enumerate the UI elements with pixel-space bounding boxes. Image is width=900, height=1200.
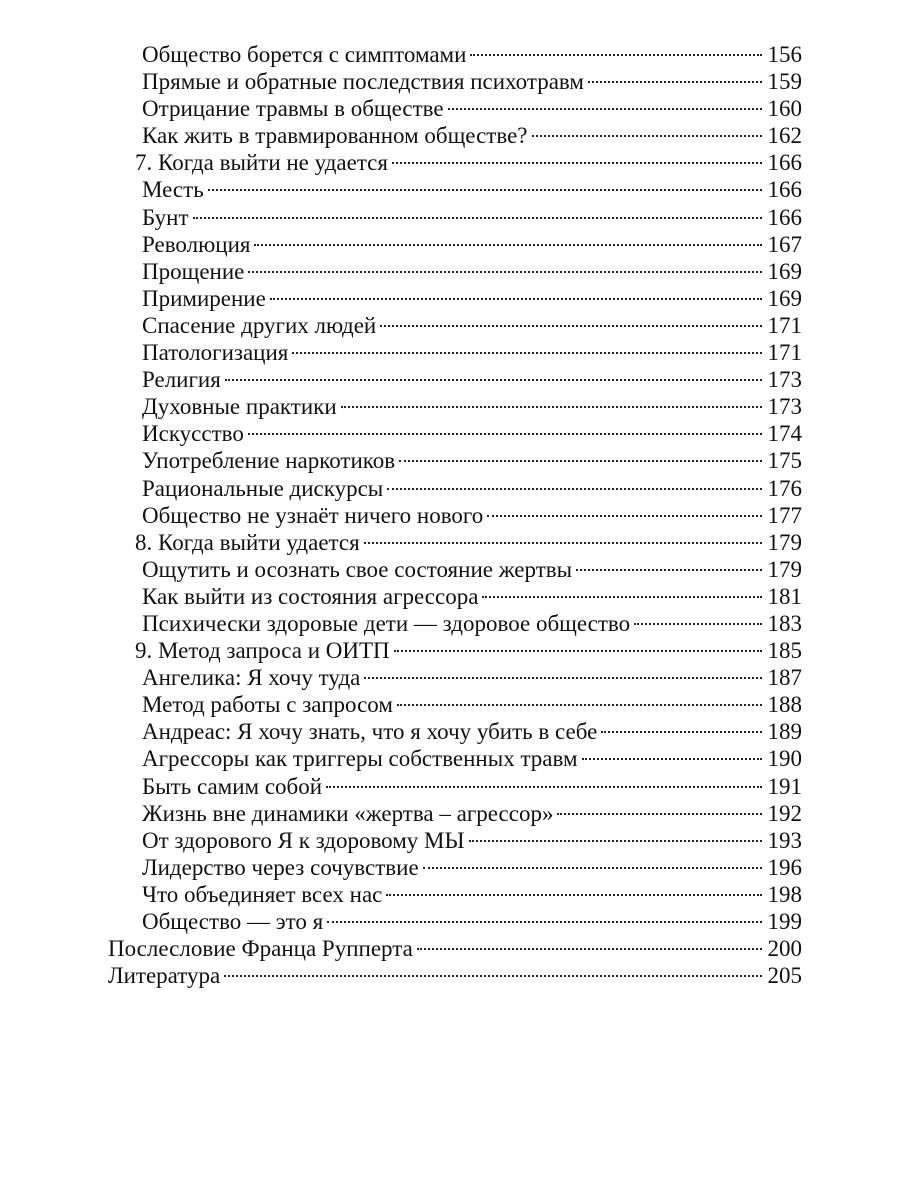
toc-entry-page-number: 169 bbox=[767, 258, 802, 284]
toc-entry-title: Быть самим собой bbox=[142, 773, 323, 799]
toc-entry-page-number: 181 bbox=[767, 583, 802, 609]
toc-entry bbox=[108, 447, 802, 474]
toc-entry bbox=[108, 583, 802, 610]
dot-leader bbox=[292, 352, 762, 354]
toc-entry bbox=[108, 149, 802, 176]
dot-leader bbox=[364, 542, 762, 544]
toc-entry bbox=[108, 312, 802, 339]
toc-entry bbox=[108, 827, 802, 854]
toc-entry-page-number: 174 bbox=[767, 421, 802, 447]
toc-entry bbox=[108, 664, 802, 691]
toc-entry-page-number: 169 bbox=[767, 285, 802, 311]
dot-leader bbox=[482, 596, 762, 598]
toc-entry-title: Литература bbox=[108, 963, 221, 989]
toc-entry bbox=[108, 502, 802, 529]
toc-entry-page-number: 173 bbox=[767, 394, 802, 420]
toc-entry-page-number: 171 bbox=[767, 340, 802, 366]
dot-leader bbox=[601, 731, 762, 733]
toc-entry-page-number: 177 bbox=[767, 502, 802, 528]
toc-entry-title: Бунт bbox=[142, 204, 189, 230]
dot-leader bbox=[387, 488, 762, 490]
dot-leader bbox=[386, 894, 762, 896]
dot-leader bbox=[423, 867, 762, 869]
toc-entry-page-number: 179 bbox=[767, 529, 802, 555]
dot-leader bbox=[532, 135, 763, 137]
toc-entry bbox=[108, 285, 802, 312]
toc-entry-page-number: 191 bbox=[767, 773, 802, 799]
dot-leader bbox=[380, 325, 762, 327]
toc-entry-title: Общество не узнаёт ничего нового bbox=[142, 502, 484, 528]
toc-entry bbox=[108, 41, 802, 68]
toc-entry-page-number: 156 bbox=[767, 42, 802, 67]
toc-entry-page-number: 205 bbox=[767, 963, 802, 989]
toc-entry-title: Жизнь вне динамики «жертва – агрессор» bbox=[142, 800, 554, 826]
dot-leader bbox=[397, 704, 762, 706]
toc-entry-page-number: 175 bbox=[767, 448, 802, 474]
dot-leader bbox=[582, 758, 762, 760]
toc-entry-page-number: 183 bbox=[767, 610, 802, 636]
dot-leader bbox=[394, 650, 762, 652]
toc-entry-page-number: 166 bbox=[767, 150, 802, 176]
toc-entry-title: Общество — это я bbox=[142, 909, 324, 934]
toc-entry-page-number: 196 bbox=[767, 854, 802, 880]
toc-entry bbox=[108, 556, 802, 583]
toc-entry bbox=[108, 773, 802, 800]
dot-leader bbox=[208, 189, 762, 191]
toc-entry-page-number: 173 bbox=[767, 367, 802, 393]
dot-leader bbox=[341, 406, 762, 408]
dot-leader bbox=[248, 271, 762, 273]
toc-entry bbox=[108, 881, 802, 908]
table-of-contents bbox=[108, 41, 802, 989]
toc-entry-title: Духовные практики bbox=[142, 394, 337, 420]
toc-entry bbox=[108, 258, 802, 285]
toc-entry-title: 8. Когда выйти удается bbox=[135, 529, 360, 555]
toc-entry-page-number: 187 bbox=[767, 665, 802, 691]
toc-entry bbox=[108, 122, 802, 149]
toc-entry-title: Общество борется с симптомами bbox=[142, 42, 467, 67]
toc-entry bbox=[108, 718, 802, 745]
toc-entry-page-number: 188 bbox=[767, 692, 802, 718]
toc-entry-page-number: 160 bbox=[767, 96, 802, 122]
dot-leader bbox=[487, 515, 762, 517]
toc-entry bbox=[108, 962, 802, 989]
dot-leader bbox=[588, 81, 762, 83]
toc-entry-title: Метод работы с запросом bbox=[142, 692, 393, 718]
dot-leader bbox=[364, 677, 762, 679]
dot-leader bbox=[392, 162, 762, 164]
toc-entry bbox=[108, 908, 802, 935]
toc-entry-page-number: 198 bbox=[767, 881, 802, 907]
toc-entry-title: 9. Метод запроса и ОИТП bbox=[135, 638, 390, 664]
toc-entry bbox=[108, 475, 802, 502]
toc-entry-title: Употребление наркотиков bbox=[142, 448, 396, 474]
toc-entry-title: Патологизация bbox=[142, 340, 289, 366]
toc-entry-page-number: 185 bbox=[767, 638, 802, 664]
toc-entry-title: Ощутить и осознать свое состояние жертвы bbox=[142, 556, 573, 582]
dot-leader bbox=[224, 975, 762, 977]
dot-leader bbox=[248, 433, 762, 435]
toc-entry-page-number: 171 bbox=[767, 312, 802, 338]
toc-entry-page-number: 190 bbox=[767, 746, 802, 772]
toc-entry bbox=[108, 231, 802, 258]
toc-entry-page-number: 200 bbox=[767, 936, 802, 962]
toc-entry-title: Прощение bbox=[142, 258, 245, 284]
toc-entry-title: Отрицание травмы в обществе bbox=[142, 96, 444, 122]
toc-entry-page-number: 179 bbox=[767, 556, 802, 582]
toc-entry bbox=[108, 366, 802, 393]
toc-entry-page-number: 176 bbox=[767, 475, 802, 501]
toc-entry bbox=[108, 95, 802, 122]
dot-leader bbox=[326, 786, 762, 788]
toc-entry-title: Религия bbox=[142, 367, 221, 393]
toc-entry bbox=[108, 610, 802, 637]
toc-entry-title: От здорового Я к здоровому МЫ bbox=[142, 827, 465, 853]
toc-entry-title: Месть bbox=[142, 177, 204, 203]
toc-entry bbox=[108, 691, 802, 718]
toc-entry-page-number: 159 bbox=[767, 69, 802, 95]
dot-leader bbox=[399, 460, 762, 462]
toc-entry-title: Прямые и обратные последствия психотравм bbox=[142, 69, 584, 95]
toc-entry bbox=[108, 339, 802, 366]
toc-entry-title: Ангелика: Я хочу туда bbox=[142, 665, 361, 691]
toc-entry-title: Как жить в травмированном обществе? bbox=[142, 123, 528, 149]
toc-entry-title: Искусство bbox=[142, 421, 244, 447]
toc-entry-title: Как выйти из состояния агрессора bbox=[142, 583, 479, 609]
toc-entry-title: Спасение других людей bbox=[142, 312, 377, 338]
toc-entry-page-number: 166 bbox=[767, 177, 802, 203]
dot-leader bbox=[448, 108, 762, 110]
toc-entry-title: Рациональные дискурсы bbox=[142, 475, 384, 501]
toc-entry-page-number: 167 bbox=[767, 231, 802, 257]
toc-entry bbox=[108, 420, 802, 447]
toc-entry-page-number: 189 bbox=[767, 719, 802, 745]
dot-leader bbox=[634, 623, 762, 625]
toc-entry-title: Лидерство через сочувствие bbox=[142, 854, 419, 880]
toc-entry-title: Примирение bbox=[142, 285, 266, 311]
toc-entry-title: Революция bbox=[142, 231, 251, 257]
dot-leader bbox=[470, 54, 762, 56]
dot-leader bbox=[417, 948, 762, 950]
toc-entry bbox=[108, 204, 802, 231]
dot-leader bbox=[469, 840, 762, 842]
toc-entry-title: Андреас: Я хочу знать, что я хочу убить в себе bbox=[142, 719, 598, 745]
dot-leader bbox=[576, 569, 762, 571]
toc-entry bbox=[108, 745, 802, 772]
toc-entry bbox=[108, 637, 802, 664]
dot-leader bbox=[557, 813, 762, 815]
toc-entry-page-number: 199 bbox=[767, 909, 802, 934]
toc-entry-title: Психически здоровые дети — здоровое общество bbox=[142, 610, 631, 636]
toc-entry-page-number: 193 bbox=[767, 827, 802, 853]
toc-entry-page-number: 166 bbox=[767, 204, 802, 230]
toc-entry-title: Что объединяет всех нас bbox=[142, 881, 383, 907]
dot-leader bbox=[327, 921, 762, 923]
toc-entry bbox=[108, 68, 802, 95]
toc-entry bbox=[108, 800, 802, 827]
dot-leader bbox=[193, 217, 763, 219]
toc-entry bbox=[108, 854, 802, 881]
dot-leader bbox=[254, 244, 762, 246]
toc-entry bbox=[108, 176, 802, 203]
toc-entry bbox=[108, 529, 802, 556]
toc-entry-page-number: 192 bbox=[767, 800, 802, 826]
toc-entry-page-number: 162 bbox=[767, 123, 802, 149]
toc-entry-title: Агрессоры как триггеры собственных травм bbox=[142, 746, 578, 772]
toc-entry-title: Послесловие Франца Рупперта bbox=[108, 936, 413, 962]
toc-entry bbox=[108, 935, 802, 962]
dot-leader bbox=[270, 298, 762, 300]
toc-entry-title: 7. Когда выйти не удается bbox=[135, 150, 388, 176]
toc-entry bbox=[108, 393, 802, 420]
dot-leader bbox=[225, 379, 762, 381]
